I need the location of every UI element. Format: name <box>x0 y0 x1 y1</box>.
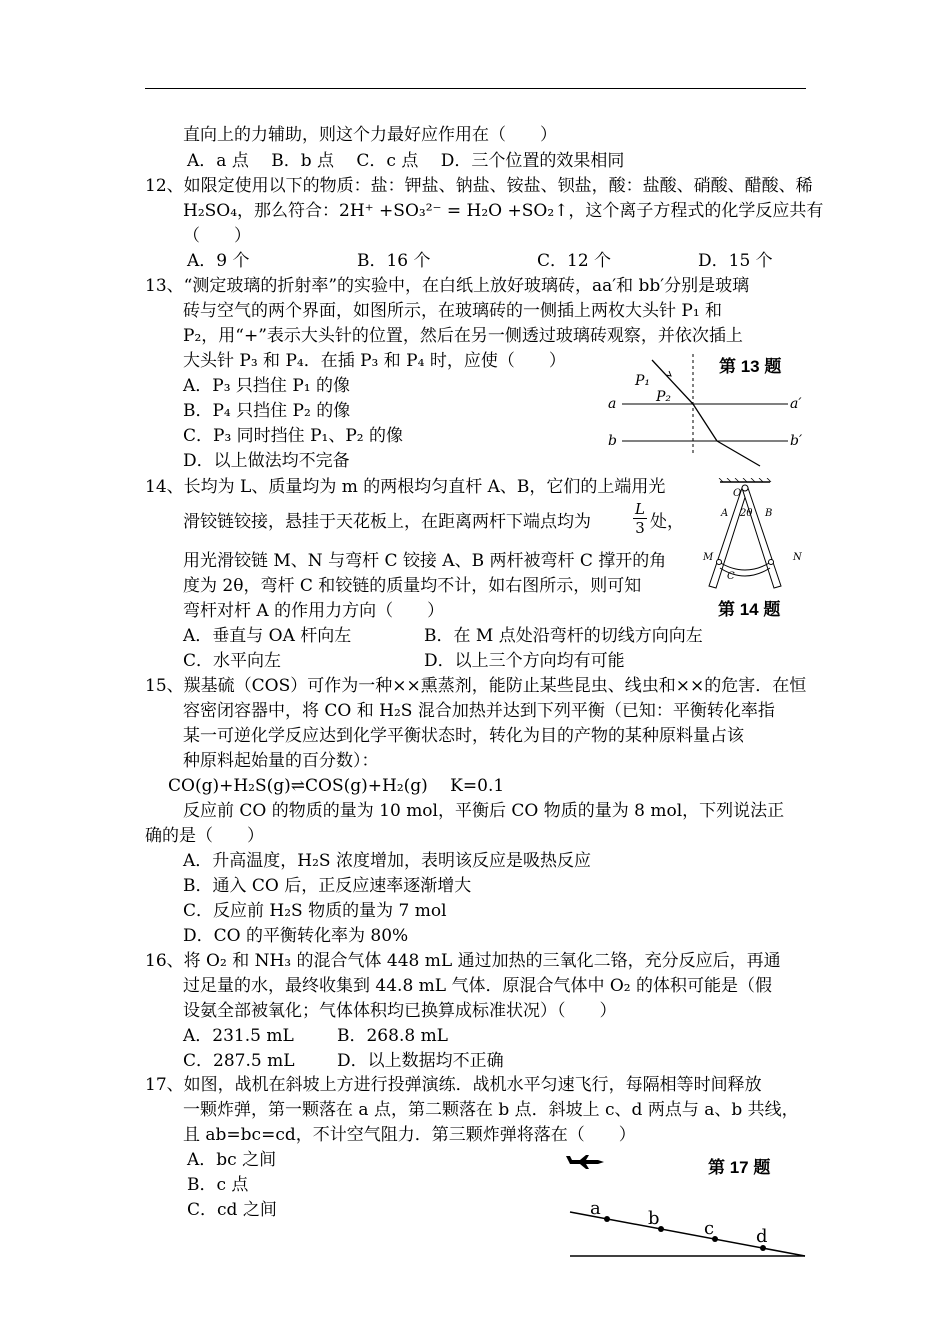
q17-option-c: C．cd 之间 <box>187 1200 277 1220</box>
q14-fraction-denominator: 3 <box>633 518 647 537</box>
q15-option-c: C．反应前 H₂S 物质的量为 7 mol <box>183 901 447 921</box>
q13-option-b: B．P₄ 只挡住 P₂ 的像 <box>183 401 351 421</box>
q14-option-d: D．以上三个方向均有可能 <box>424 651 625 671</box>
q12-option-c: C．12 个 <box>537 251 612 271</box>
q16-line-2: 过足量的水，最终收集到 44.8 mL 气体．原混合气体中 O₂ 的体积可能是（假 <box>183 976 773 996</box>
q14-fig-m: M <box>703 552 714 563</box>
q14-fig-c: C <box>727 571 735 582</box>
q15-equation: CO(g)+H₂S(g)⇌COS(g)+H₂(g) K=0.1 <box>168 776 505 796</box>
q16-option-b: B．268.8 mL <box>337 1026 448 1046</box>
q15-line-2: 容密闭容器中，将 CO 和 H₂S 混合加热并达到下列平衡（已知：平衡转化率指 <box>183 701 775 721</box>
q14-fig-o: O <box>733 488 742 499</box>
q13-option-a: A．P₃ 只挡住 P₁ 的像 <box>183 376 350 396</box>
q14-fig-n: N <box>793 552 802 563</box>
q14-fig-b: B <box>765 508 773 519</box>
q16-option-d: D．以上数据均不正确 <box>337 1051 504 1071</box>
q14-fraction-numerator: L <box>635 500 645 518</box>
q14-rods-figure <box>695 478 815 596</box>
fighter-jet-icon <box>566 1155 604 1169</box>
q17-option-a: A．bc 之间 <box>187 1150 277 1170</box>
q14-option-b: B．在 M 点处沿弯杆的切线方向向左 <box>424 626 703 646</box>
q15-line-3: 某一可逆化学反应达到化学平衡状态时，转化为目的产物的某种原料量占该 <box>183 726 744 746</box>
q12-line-2: H₂SO₄，那么符合：2H⁺ +SO₃²⁻ = H₂O +SO₂↑，这个离子方程式的化学反应共有 <box>183 201 824 221</box>
q14-line-4: 度为 2θ，弯杆 C 和铰链的质量均不计，如右图所示，则可知 <box>183 576 642 596</box>
q13-fig-b: b <box>608 433 617 449</box>
q14-fig-angle: 2θ <box>740 508 753 519</box>
q16-option-a: A．231.5 mL <box>183 1026 294 1046</box>
q12-line-1: 12、如限定使用以下的物质：盐：钾盐、钠盐、铵盐、钡盐，酸：盐酸、硝酸、醋酸、稀 <box>145 176 813 196</box>
q13-line-1: 13、“测定玻璃的折射率”的实验中，在白纸上放好玻璃砖，aa′和 bb′分别是玻璃 <box>145 276 750 296</box>
q17-line-2: 一颗炸弹，第一颗落在 a 点，第二颗落在 b 点．斜坡上 c、d 两点与 a、b 共线， <box>183 1100 799 1120</box>
q14-line-1: 14、长均为 L、质量均为 m 的两根均匀直杆 A、B，它们的上端用光 <box>145 477 666 497</box>
q16-line-3: 设氨全部被氧化；气体体积均已换算成标准状况）（ ） <box>183 1001 617 1021</box>
q15-line-6: 确的是（ ） <box>145 826 264 846</box>
q13-line-3: P₂，用“+”表示大头针的位置，然后在另一侧透过玻璃砖观察，并依次插上 <box>183 326 743 346</box>
q15-line-5: 反应前 CO 的物质的量为 10 mol，平衡后 CO 物质的量为 8 mol，下列说法正 <box>183 801 785 821</box>
q12-option-d: D．15 个 <box>698 251 773 271</box>
q17-line-3: 且 ab=bc=cd，不计空气阻力．第三颗炸弹将落在（ ） <box>183 1125 636 1145</box>
q17-slope-figure <box>560 1150 810 1262</box>
q15-option-d: D．CO 的平衡转化率为 80% <box>183 926 409 946</box>
q13-option-d: D．以上做法均不完备 <box>183 451 350 471</box>
q14-option-c: C．水平向左 <box>183 651 282 671</box>
q17-figure-label: 第 17 题 <box>708 1158 771 1177</box>
q13-refraction-figure <box>600 348 820 468</box>
q14-fig-a: A <box>721 508 729 519</box>
q13-fig-a: a <box>608 396 617 412</box>
q14-fraction <box>633 500 647 537</box>
q12-option-a: A．9 个 <box>187 251 250 271</box>
q13-figure-label: 第 13 题 <box>719 357 782 376</box>
q14-option-a: A．垂直与 OA 杆向左 <box>183 626 352 646</box>
q13-line-4: 大头针 P₃ 和 P₄．在插 P₃ 和 P₄ 时，应使（ ） <box>183 351 566 371</box>
q13-fig-p2: P₂ <box>656 389 672 405</box>
q15-option-a: A．升高温度，H₂S 浓度增加，表明该反应是吸热反应 <box>183 851 591 871</box>
q14-figure-label: 第 14 题 <box>718 600 781 619</box>
q12-option-b: B．16 个 <box>357 251 431 271</box>
q12-line-3: （ ） <box>183 226 251 246</box>
q17-fig-b: b <box>648 1208 660 1229</box>
q17-fig-c: c <box>704 1218 715 1239</box>
q17-line-1: 17、如图，战机在斜坡上方进行投弹演练．战机水平匀速飞行，每隔相等时间释放 <box>145 1075 762 1095</box>
q16-option-c: C．287.5 mL <box>183 1051 295 1071</box>
q15-line-1: 15、羰基硫（COS）可作为一种××熏蒸剂，能防止某些昆虫、线虫和××的危害．在恒 <box>145 676 807 696</box>
q11-tail: 直向上的力辅助，则这个力最好应作用在（ ） <box>183 125 557 145</box>
q11-options: A．a 点 B．b 点 C．c 点 D．三个位置的效果相同 <box>187 151 625 171</box>
q14-line-2b: 处， <box>650 512 684 532</box>
q15-option-b: B．通入 CO 后，正反应速率逐渐增大 <box>183 876 472 896</box>
q13-fig-a-prime: a′ <box>790 396 802 412</box>
q13-fig-b-prime: b′ <box>790 433 803 449</box>
q17-fig-a: a <box>590 1198 601 1219</box>
q13-line-2: 砖与空气的两个界面，如图所示，在玻璃砖的一侧插上两枚大头针 P₁ 和 <box>183 301 723 321</box>
q13-fig-p1: P₁ <box>635 373 651 389</box>
header-rule <box>145 88 806 89</box>
q14-line-2a: 滑铰链铰接，悬挂于天花板上，在距离两杆下端点均为 <box>183 512 591 532</box>
q14-line-3: 用光滑铰链 M、N 与弯杆 C 铰接 A、B 两杆被弯杆 C 撑开的角 <box>183 551 667 571</box>
q16-line-1: 16、将 O₂ 和 NH₃ 的混合气体 448 mL 通过加热的三氧化二铬，充分反应后，再通 <box>145 951 781 971</box>
q15-line-4: 种原料起始量的百分数）： <box>183 751 379 771</box>
q17-fig-d: d <box>756 1226 768 1247</box>
q13-option-c: C．P₃ 同时挡住 P₁、P₂ 的像 <box>183 426 403 446</box>
q17-option-b: B．c 点 <box>187 1175 249 1195</box>
q14-line-5: 弯杆对杆 A 的作用力方向（ ） <box>183 601 445 621</box>
